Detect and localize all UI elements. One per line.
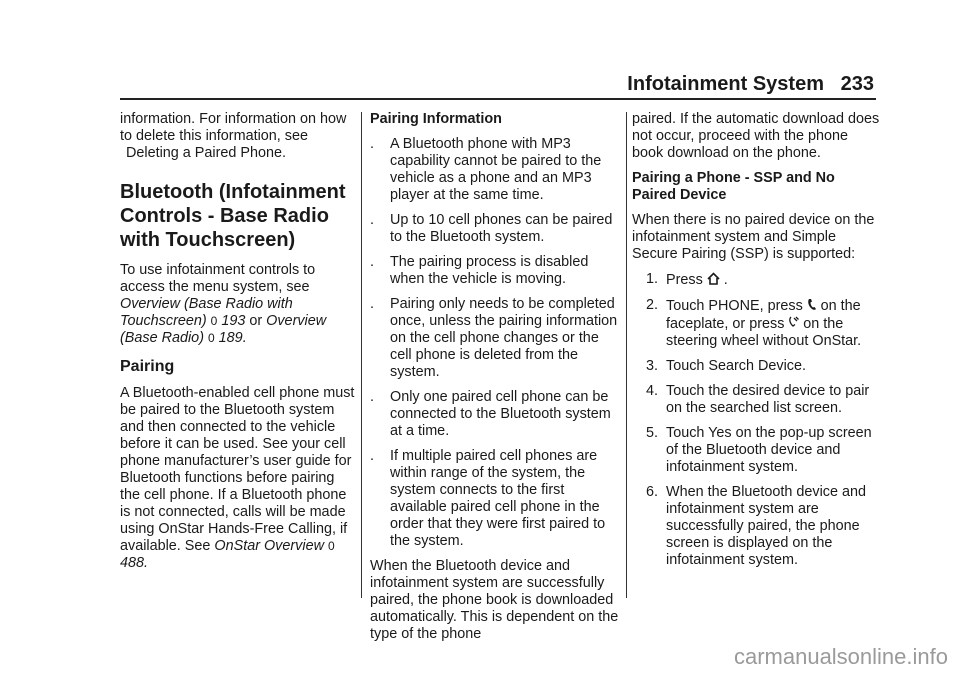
- page-ref-icon: 0: [207, 331, 215, 345]
- home-icon: [707, 271, 724, 287]
- subsection-heading: Pairing: [120, 358, 175, 375]
- paragraph-heading: Pairing a Phone - SSP and No Paired Device: [632, 170, 835, 203]
- step-item: 1. Press .: [645, 271, 728, 288]
- list-item: . If multiple paired cell phones are within range of the system, the system connects to the first available paired cell phone in the order that they were first paired to the system.: [370, 448, 606, 549]
- paragraph: To use infotainment controls to access the menu system, see Overview (Base Radio with Touchscreen) 0 193 or Overview (Base Radio) 0 189.: [120, 262, 327, 346]
- section-heading: Bluetooth (Infotainment Controls - Base Radio with Touchscreen): [120, 181, 346, 251]
- column-2: [370, 111, 620, 651]
- paragraph: information. For information on how to delete this information, see Deleting a Paired Phone.: [120, 111, 347, 161]
- column-divider-2: [626, 112, 627, 598]
- list-item: . Only one paired cell phone can be connected to the Bluetooth system at a time.: [370, 389, 611, 439]
- step-item: 5. Touch Yes on the pop-up screen of the Bluetooth device and infotainment system.: [645, 425, 872, 475]
- page-reference[interactable]: 488: [120, 555, 145, 571]
- cross-reference-link[interactable]: Deleting a Paired Phone.: [126, 145, 287, 161]
- list-item: . The pairing process is disabled when the vehicle is moving.: [370, 254, 589, 287]
- page-ref-icon: 0: [327, 539, 335, 553]
- paragraph-heading: Pairing Information: [370, 111, 502, 127]
- page-reference[interactable]: 189: [218, 330, 243, 346]
- page-header: [0, 72, 960, 100]
- list-item: . A Bluetooth phone with MP3 capability cannot be paired to the vehicle as a phone and an MP3 player at the same time.: [370, 136, 602, 203]
- cross-reference-link[interactable]: Overview (Base Radio with Touchscreen): [120, 296, 293, 329]
- step-item: 2. Touch PHONE, press on the faceplate, or press on the steering wheel without OnStar.: [645, 297, 862, 349]
- phone-icon: [807, 297, 821, 313]
- page-ref-icon: 0: [210, 314, 218, 328]
- page-reference[interactable]: 193: [221, 313, 246, 329]
- cross-reference-link[interactable]: OnStar Overview: [214, 538, 324, 554]
- steering-wheel-voice-icon: [788, 315, 803, 331]
- column-1: [120, 111, 356, 580]
- header-rule: [120, 98, 876, 100]
- watermark: carmanualsonline.info: [733, 644, 948, 669]
- list-item: . Pairing only needs to be completed once, unless the pairing information on the cell phone changes or the cell phone is deleted from the system.: [370, 296, 618, 380]
- paragraph: When there is no paired device on the infotainment system and Simple Secure Pairing (SSP) is supported:: [632, 212, 875, 262]
- paragraph: When the Bluetooth device and infotainment system are successfully paired, the phone book is downloaded automatically. This is dependent on the type of the phone: [370, 558, 619, 642]
- section-title: Infotainment System: [627, 73, 824, 95]
- column-3: [632, 111, 882, 577]
- paragraph: A Bluetooth-enabled cell phone must be paired to the Bluetooth system and then connected to the vehicle before it can be used. See your cell phone manufacturer’s user guide for Bluetooth functions before pairing the cell phone. If a Bluetooth phone is not connected, calls will be made using OnStar Hands-Free Calling, if available. See OnStar Overview 0 488.: [120, 385, 355, 571]
- step-item: 6. When the Bluetooth device and infotainment system are successfully paired, the phone screen is displayed on the infotainment system.: [645, 484, 867, 568]
- page-number: 233: [840, 73, 874, 95]
- column-divider-1: [361, 112, 362, 598]
- paragraph: paired. If the automatic download does not occur, proceed with the phone book download on the phone.: [632, 111, 880, 161]
- list-item: . Up to 10 cell phones can be paired to the Bluetooth system.: [370, 212, 613, 245]
- step-item: 4. Touch the desired device to pair on the searched list screen.: [645, 383, 870, 416]
- step-item: 3. Touch Search Device.: [645, 358, 806, 374]
- cross-reference-link[interactable]: Overview (Base Radio): [120, 313, 327, 346]
